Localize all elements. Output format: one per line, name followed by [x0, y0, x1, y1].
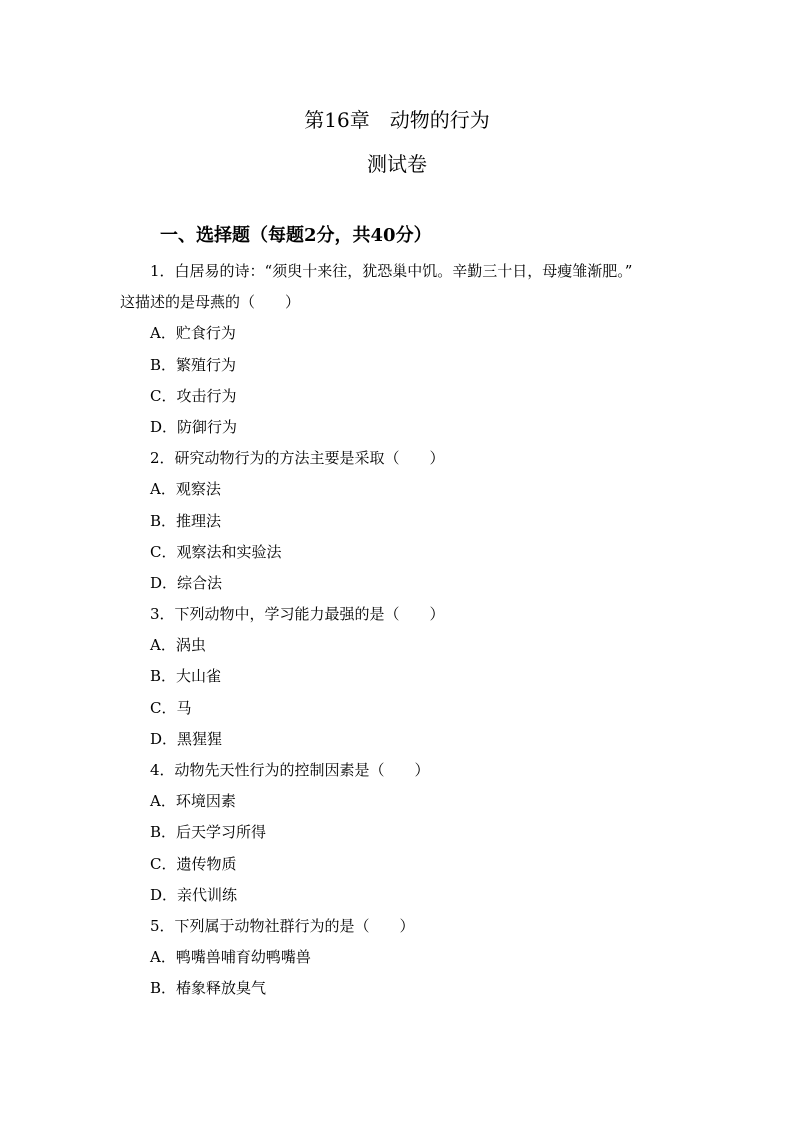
- option-a: A．环境因素: [150, 792, 236, 811]
- option-b: B．椿象释放臭气: [150, 979, 267, 998]
- option-b: B．大山雀: [150, 667, 222, 686]
- option-d: D．亲代训练: [150, 885, 238, 904]
- option-c: C．攻击行为: [150, 386, 237, 405]
- section-heading: 一、选择题（每题2分，共40分）: [160, 225, 432, 246]
- option-a: A．涡虫: [150, 636, 206, 655]
- option-c: C．马: [150, 698, 192, 717]
- option-a: A．观察法: [150, 480, 221, 499]
- option-d: D．黑猩猩: [150, 729, 223, 748]
- option-b: B．繁殖行为: [150, 355, 237, 374]
- option-a: A．贮食行为: [150, 324, 236, 343]
- chapter-title: 第16章 动物的行为: [304, 108, 490, 132]
- question-stem: 5．下列属于动物社群行为的是（ ）: [150, 916, 415, 935]
- question-list: [120, 256, 690, 1005]
- document-subtitle: 测试卷: [367, 152, 427, 176]
- option-b: B．推理法: [150, 511, 222, 530]
- option-d: D．综合法: [150, 573, 223, 592]
- option-a: A．鸭嘴兽哺育幼鸭嘴兽: [150, 948, 311, 967]
- question-stem: 3．下列动物中，学习能力最强的是（ ）: [150, 605, 445, 624]
- question-stem: 1．白居易的诗：“须臾十来往，犹恐巢中饥。辛勤三十日，母瘦雏渐肥。”: [150, 262, 633, 280]
- option-c: C．遗传物质: [150, 854, 237, 873]
- option-c: C．观察法和实验法: [150, 542, 282, 561]
- question-stem: 4．动物先天性行为的控制因素是（ ）: [150, 761, 430, 779]
- option-b: B．后天学习所得: [150, 823, 267, 842]
- question-stem-continued: 这描述的是母燕的（ ）: [120, 293, 301, 312]
- option-d: D．防御行为: [150, 417, 238, 436]
- question-stem: 2．研究动物行为的方法主要是采取（ ）: [150, 449, 445, 468]
